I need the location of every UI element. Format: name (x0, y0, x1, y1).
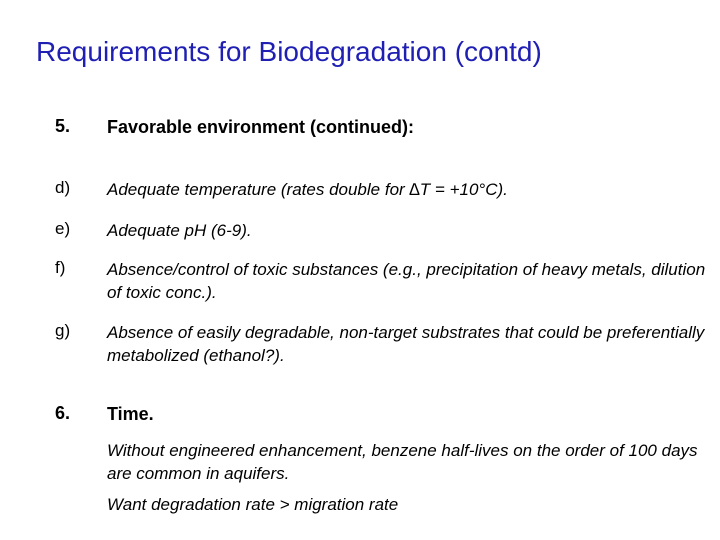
slide-title: Requirements for Biodegradation (contd) (36, 36, 542, 67)
note-text: Want degradation rate > migration rate (107, 495, 399, 514)
item-text: Absence of easily degradable, non-target substrates that could be preferentially metabolized (ethanol?). (107, 323, 705, 365)
item-number: e) (55, 219, 71, 238)
note-text: Without engineered enhancement, benzene half-lives on the order of 100 days are common in aquifers. (107, 441, 698, 483)
item-text: Time. (107, 404, 154, 424)
item-number: g) (55, 321, 71, 340)
item-text: Absence/control of toxic substances (e.g., precipitation of heavy metals, dilution of toxic conc.). (107, 260, 706, 302)
item-text: Adequate temperature (rates double for ∆T = +10°C). (107, 180, 508, 199)
item-number: 6. (55, 403, 71, 423)
item-number: d) (55, 178, 71, 197)
item-text: Adequate pH (6-9). (107, 221, 252, 240)
item-number: 5. (55, 116, 71, 136)
item-number: f) (55, 258, 66, 277)
item-text: Favorable environment (continued): (107, 117, 415, 137)
